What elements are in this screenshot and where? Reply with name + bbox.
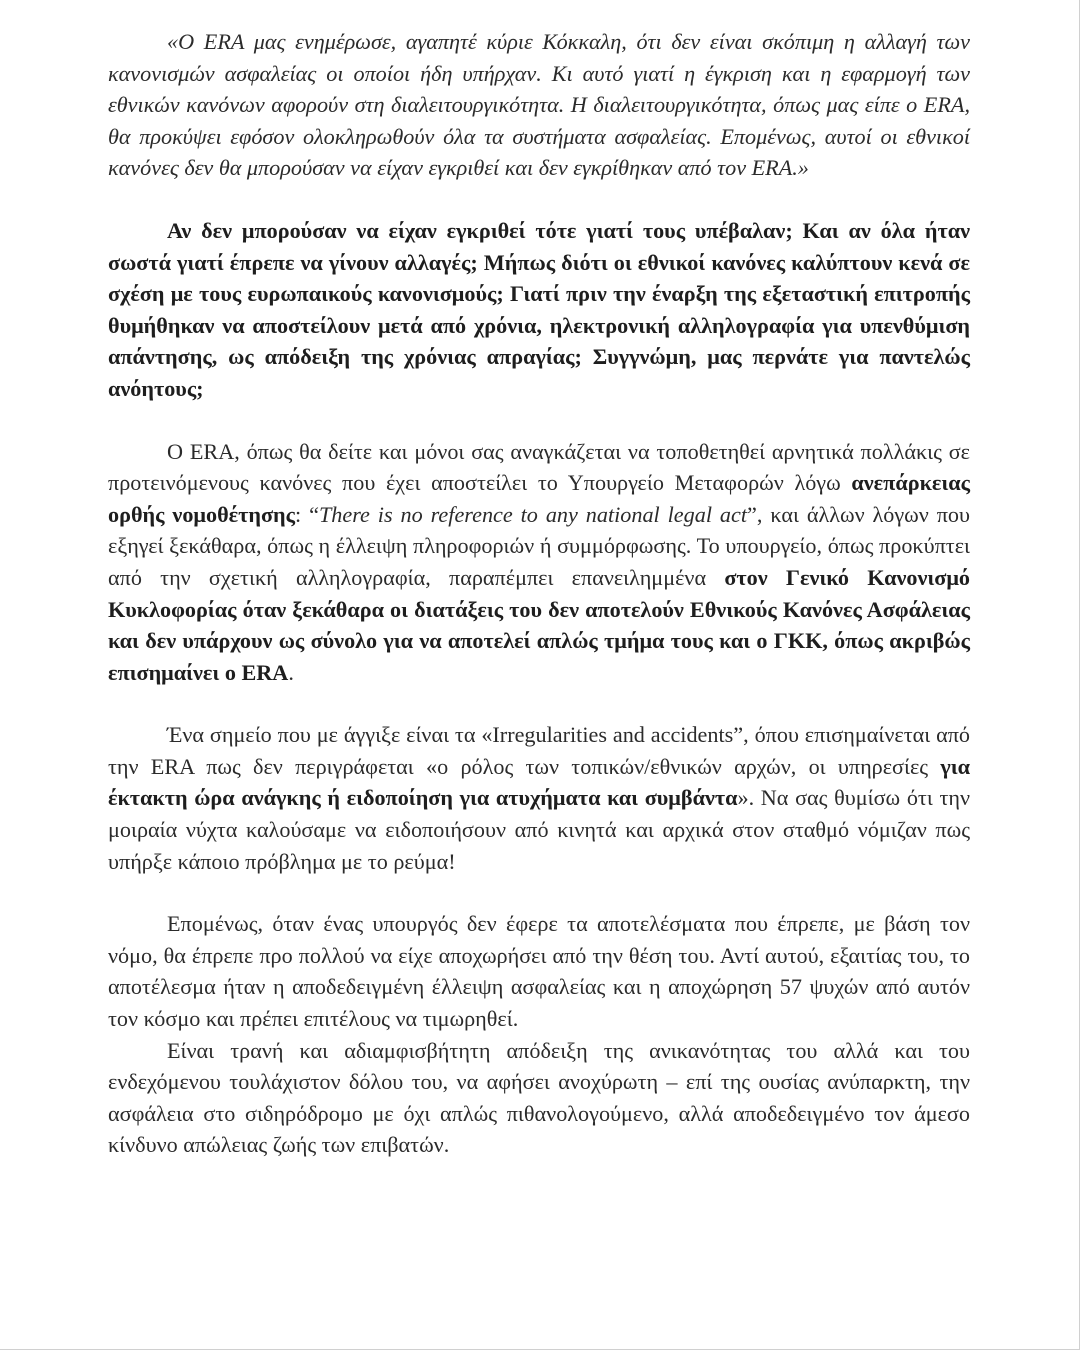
- irregularities-paragraph: [108, 719, 970, 877]
- paragraph-spacer: [108, 405, 970, 436]
- era-bold-1: ανεπάρκειας ορθής νομοθέτησης: [108, 470, 970, 527]
- era-paragraph: [108, 436, 970, 689]
- irregularities-text-2: ». Να σας θυμίσω ότι την μοιραία νύχτα καλούσαμε να ειδοποιήσουν από κινητά και αρχικά στον σταθμό νόμιζαν πως υπήρξε κάποιο πρόβλημα με το ρεύμα!: [108, 785, 971, 874]
- minister-paragraph: Επομένως, όταν ένας υπουργός δεν έφερε τα αποτελέσματα που έπρεπε, με βάση τον νόμο, θα έπρεπε προ πολλού να είχε αποχωρήσει από την θέση του. Αντί αυτού, εξαιτίας του, το αποτέλεσμα ήταν η αποδεδειγμένη έλλειψη ασφαλείας και η αποχώρηση 57 ψυχών από αυτόν τον κόσμο και πρέπει επιτέλους να τιμωρηθεί.: [108, 911, 970, 1032]
- era-text-4: .: [288, 659, 294, 685]
- questions-paragraph: Αν δεν μπορούσαν να είχαν εγκριθεί τότε γιατί τους υπέβαλαν; Και αν όλα ήταν σωστά γιατί έπρεπε να γίνουν αλλαγές; Μήπως διότι οι εθνικοί κανόνες καλύπτουν κενά σε σχέση με τους ευρωπαικούς κανονισμούς; Γιατί πριν την έναρξη της εξεταστική επιτροπής θυμήθηκαν να αποστείλουν μετά από χρόνια, ηλεκτρονική αλληλογραφία για υπενθύμιση απάντησης, ως απόδειξη της χρόνιας απραγίας; Συγγνώμη, μας περνάτε για παντελώς ανόητους;: [108, 217, 970, 401]
- paragraph-spacer: [108, 688, 970, 719]
- era-text-1: Ο ERA, όπως θα δείτε και μόνοι σας αναγκάζεται να τοποθετηθεί αρνητικά πολλάκις σε προτεινόμενους κανόνες που έχει αποστείλει το Υπουργείο Μεταφορών λόγω: [108, 438, 970, 496]
- irregularities-bold-1: για έκτακτη ώρα ανάγκης ή ειδοποίηση για ατυχήματα και συμβάντα: [108, 753, 970, 811]
- era-text-2: : “: [295, 501, 319, 527]
- paragraph-spacer: [108, 877, 970, 908]
- paragraph-spacer: [108, 184, 970, 215]
- quote-paragraph: «Ο ERA μας ενημέρωσε, αγαπητέ κύριε Κόκκαλη, ότι δεν είναι σκόπιμη η αλλαγή των κανονισμών ασφαλείας οι οποίοι ήδη υπήρχαν. Κι αυτό γιατί η έγκριση και η εφαρμογή των εθνικών κανόνων αφορούν στη διαλειτουργικότητα. Η διαλειτουργικότητα, όπως μας είπε ο ERA, θα προκύψει εφόσον ολοκληρωθούν όλα τα συστήματα ασφαλείας. Επομένως, αυτοί οι εθνικοί κανόνες δεν θα μπορούσαν να είχαν εγκριθεί και δεν εγκρίθηκαν από τον ERA.»: [108, 29, 970, 181]
- irregularities-text-1: Ένα σημείο που με άγγιξε είναι τα «Irregularities and accidents”, όπου επισημαίνεται από την ERA πως δεν περιγράφεται «ο ρόλος των τοπικών/εθνικών αρχών, οι υπηρεσίες: [108, 722, 970, 779]
- era-text-3: ”, και άλλων λόγων που εξηγεί ξεκάθαρα, όπως η έλλειψη πληροφοριών ή συμμόρφωσης. Το υπουργείο, όπως προκύπτει από την σχετική αλληλογραφία, παραπέμπει επανειλημμένα: [108, 501, 971, 590]
- conclusion-paragraph: Είναι τρανή και αδιαμφισβήτητη απόδειξη της ανικανότητας του αλλά και του ενδεχόμενου τουλάχιστον δόλου του, να αφήσει ανοχύρωτη – επί της ουσίας ανύπαρκτη, την ασφάλεια στο σιδηρόδρομο με όχι απλώς πιθανολογούμενο, αλλά αποδεδειγμένο τον άμεσο κίνδυνο απώλειας ζωής των επιβατών.: [108, 1037, 970, 1158]
- document-page: [108, 26, 970, 1161]
- era-italic-quote: There is no reference to any national legal act: [318, 501, 748, 527]
- era-bold-2: στον Γενικό Κανονισμό Κυκλοφορίας όταν ξεκάθαρα οι διατάξεις του δεν αποτελούν Εθνικούς Κανόνες Ασφάλειας και δεν υπάρχουν ως σύνολο για να αποτελεί απλώς τμήμα τους και ο ΓΚΚ, όπως ακριβώς επισημαίνει ο ERA: [108, 564, 970, 685]
